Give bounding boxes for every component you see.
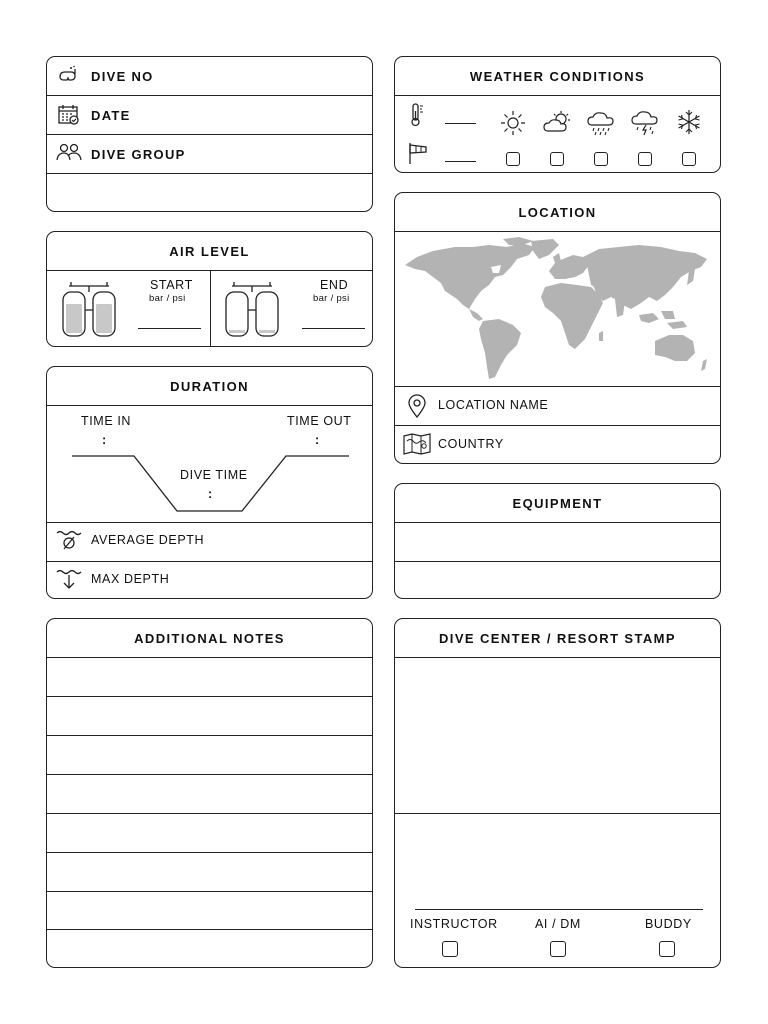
end-tank-fill-right bbox=[259, 330, 275, 333]
partly-cloudy-checkbox[interactable] bbox=[550, 152, 564, 166]
stamp-title: DIVE CENTER / RESORT STAMP bbox=[439, 630, 676, 646]
location-pin-icon bbox=[408, 394, 426, 418]
rain-icon bbox=[587, 110, 615, 136]
ai-dm-checkbox[interactable] bbox=[550, 941, 566, 957]
equipment-line-2[interactable] bbox=[395, 561, 720, 562]
notes-line-3[interactable] bbox=[47, 735, 372, 736]
start-tank-fill-left bbox=[66, 304, 82, 333]
end-tank-icon bbox=[224, 280, 280, 338]
start-tank-icon bbox=[61, 280, 117, 338]
buddy-label: BUDDY bbox=[645, 917, 692, 931]
equipment-box bbox=[394, 483, 721, 599]
start-value-line[interactable] bbox=[138, 328, 201, 329]
notes-line-7[interactable] bbox=[47, 891, 372, 892]
country-label: COUNTRY bbox=[438, 437, 504, 451]
end-tank-fill-left bbox=[229, 330, 245, 333]
equipment-title: EQUIPMENT bbox=[512, 495, 603, 511]
divider bbox=[47, 561, 372, 562]
divider bbox=[395, 386, 720, 387]
instructor-label: INSTRUCTOR bbox=[410, 917, 498, 931]
buddy-checkbox[interactable] bbox=[659, 941, 675, 957]
duration-box bbox=[46, 366, 373, 599]
divider bbox=[47, 173, 372, 174]
start-tank-fill-right bbox=[96, 304, 112, 333]
dive-time-label: DIVE TIME bbox=[180, 468, 248, 482]
stamp-area[interactable] bbox=[395, 658, 720, 813]
rain-checkbox[interactable] bbox=[594, 152, 608, 166]
storm-icon bbox=[631, 110, 659, 136]
time-in-colon[interactable]: : bbox=[102, 433, 107, 447]
snow-checkbox[interactable] bbox=[682, 152, 696, 166]
location-name-label: LOCATION NAME bbox=[438, 398, 549, 412]
dive-group-label: DIVE GROUP bbox=[91, 147, 186, 162]
instructor-checkbox[interactable] bbox=[442, 941, 458, 957]
partly-cloudy-icon bbox=[543, 110, 573, 134]
country-map-icon bbox=[403, 433, 431, 455]
average-depth-icon bbox=[56, 529, 82, 551]
weather-title: WEATHER CONDITIONS bbox=[469, 68, 646, 84]
ai-dm-label: AI / DM bbox=[535, 917, 581, 931]
end-value-line[interactable] bbox=[302, 328, 365, 329]
equipment-line-1[interactable] bbox=[395, 522, 720, 523]
signature-line[interactable] bbox=[415, 909, 703, 910]
time-out-label: TIME OUT bbox=[287, 414, 352, 428]
notes-line-5[interactable] bbox=[47, 813, 372, 814]
divider bbox=[395, 425, 720, 426]
group-icon bbox=[56, 142, 82, 164]
thermometer-icon bbox=[409, 102, 427, 128]
world-map bbox=[403, 237, 715, 381]
end-label: END bbox=[320, 278, 349, 292]
windsock-icon bbox=[407, 141, 429, 165]
time-out-colon[interactable]: : bbox=[315, 433, 320, 447]
weather-box bbox=[394, 56, 721, 173]
time-in-label: TIME IN bbox=[81, 414, 132, 428]
location-box bbox=[394, 192, 721, 464]
calendar-icon bbox=[57, 103, 81, 127]
dive-no-label: DIVE NO bbox=[91, 69, 154, 84]
vertical-divider bbox=[210, 270, 211, 346]
divider bbox=[47, 134, 372, 135]
snorkel-mask-icon bbox=[57, 65, 79, 87]
air-level-box bbox=[46, 231, 373, 347]
storm-checkbox[interactable] bbox=[638, 152, 652, 166]
divider bbox=[395, 813, 720, 814]
divider bbox=[47, 522, 372, 523]
notes-line-6[interactable] bbox=[47, 852, 372, 853]
notes-line-4[interactable] bbox=[47, 774, 372, 775]
divider bbox=[395, 95, 720, 96]
dive-profile-graph bbox=[47, 447, 373, 517]
end-unit: bar / psi bbox=[313, 293, 350, 304]
notes-title: ADDITIONAL NOTES bbox=[134, 630, 285, 646]
max-depth-label: MAX DEPTH bbox=[91, 572, 170, 586]
divider bbox=[395, 231, 720, 232]
air-level-title: AIR LEVEL bbox=[169, 243, 250, 259]
location-title: LOCATION bbox=[518, 204, 597, 220]
sun-icon bbox=[500, 110, 526, 136]
wind-line[interactable] bbox=[445, 161, 476, 162]
duration-title: DURATION bbox=[170, 378, 249, 394]
start-label: START bbox=[150, 278, 193, 292]
sun-checkbox[interactable] bbox=[506, 152, 520, 166]
temperature-line[interactable] bbox=[445, 123, 476, 124]
divider bbox=[47, 95, 372, 96]
notes-line-1[interactable] bbox=[47, 657, 372, 658]
notes-line-8[interactable] bbox=[47, 929, 372, 930]
max-depth-icon bbox=[56, 568, 82, 590]
start-unit: bar / psi bbox=[149, 293, 186, 304]
date-label: DATE bbox=[91, 108, 131, 123]
snow-icon bbox=[676, 109, 702, 135]
dive-info-box bbox=[46, 56, 373, 212]
notes-line-2[interactable] bbox=[47, 696, 372, 697]
divider bbox=[47, 405, 372, 406]
average-depth-label: AVERAGE DEPTH bbox=[91, 533, 205, 547]
dive-time-colon[interactable]: : bbox=[208, 487, 213, 501]
stamp-box bbox=[394, 618, 721, 968]
additional-notes-box bbox=[46, 618, 373, 968]
